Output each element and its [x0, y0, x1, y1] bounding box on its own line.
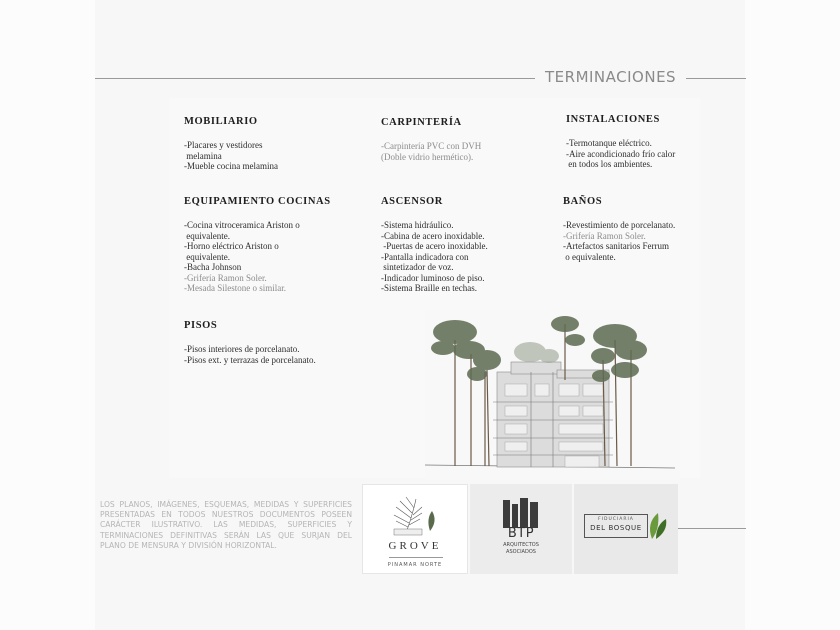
list-item: equivalente. — [184, 230, 230, 241]
building-bars-icon — [501, 496, 541, 528]
list-item: -Mesada Silestone o similar. — [184, 283, 286, 293]
list-item: -Pisos interiores de porcelanato. — [184, 344, 300, 354]
page-title: TERMINACIONES — [545, 68, 677, 86]
list-item: en todos los ambientes. — [566, 159, 653, 169]
list-item: -Placares y vestidores — [184, 140, 263, 150]
legal-disclaimer: LOS PLANOS, IMÁGENES, ESQUEMAS, MEDIDAS Y SUPERFICIES PRESENTADAS EN TODOS NUESTROS DOCUMENTOS POSEEN CARÁCTER ILUSTRATIVO. LAS MEDIDAS, SUPERFICIES Y TERMINACIONES DEFINITIVAS SERÁN LAS QUE SURJAN DEL PLANO DE MENSURA Y DIVISIÓN HORIZONTAL. — [100, 500, 352, 550]
list-item: -Termotanque eléctrico. — [566, 138, 652, 148]
divider — [389, 557, 443, 558]
title-rule-left — [95, 78, 535, 79]
section-heading: EQUIPAMIENTO COCINAS — [184, 196, 331, 207]
list-item: -Revestimiento de porcelanato. — [563, 220, 676, 230]
grove-logo-text: GROVE — [388, 540, 442, 552]
list-item: sintetizador de voz. — [381, 262, 454, 272]
grove-logo-subtitle: PINAMAR NORTE — [387, 562, 443, 568]
leaf-icon — [646, 511, 670, 541]
item-list — [566, 138, 675, 170]
list-item: equivalente. — [184, 251, 230, 262]
palm-leaf-icon — [386, 491, 446, 539]
item-list — [381, 220, 488, 294]
list-item: -Pantalla indicadora con — [381, 251, 469, 262]
list-item: melamina — [184, 150, 222, 161]
item-list — [184, 220, 331, 294]
title-rule-right — [686, 78, 746, 79]
item-list — [563, 220, 675, 262]
section-heading: PISOS — [184, 320, 218, 331]
section-ascensor — [381, 196, 488, 294]
list-item: -Grifería Ramon Soler. — [184, 272, 267, 283]
btp-logo-text: BTP — [507, 526, 535, 541]
section-heading: ASCENSOR — [381, 196, 443, 207]
list-item: -Aire acondicionado frío calor — [566, 148, 676, 159]
grove-logo — [362, 484, 468, 574]
list-item: -Puertas de acero inoxidable. — [381, 241, 488, 251]
building-illustration — [425, 310, 680, 480]
section-carpinteria — [381, 117, 481, 162]
btp-logo-line2: ASOCIADOS — [506, 549, 536, 555]
section-heading: INSTALACIONES — [566, 114, 660, 125]
list-item: -Sistema hidráulico. — [381, 220, 454, 230]
btp-logo-line1: ARQUITECTOS — [503, 542, 539, 548]
list-item: -Bacha Johnson — [184, 262, 242, 272]
list-item: o equivalente. — [563, 251, 616, 262]
section-equipamiento-cocinas — [184, 196, 331, 294]
bosque-logo-top: FIDUCIARIA — [598, 517, 634, 522]
list-item: -Cocina vitroceramica Ariston o — [184, 220, 300, 230]
list-item: -Sistema Braille en techas. — [381, 283, 477, 293]
section-mobiliario — [184, 116, 278, 172]
section-heading: CARPINTERÍA — [381, 117, 462, 128]
list-item: (Doble vidrio hermético). — [381, 151, 474, 162]
list-item: -Cabina de acero inoxidable. — [381, 230, 485, 241]
logo-rule-right — [678, 528, 746, 529]
section-pisos — [184, 320, 316, 365]
list-item: -Artefactos sanitarios Ferrum — [563, 241, 669, 251]
section-instalaciones — [566, 114, 675, 170]
item-list — [381, 141, 481, 162]
bosque-logo-main: DEL BOSQUE — [590, 524, 642, 532]
list-item: -Grifería Ramon Soler. — [563, 230, 646, 241]
list-item: -Horno eléctrico Ariston o — [184, 241, 279, 251]
section-heading: BAÑOS — [563, 196, 603, 207]
btp-logo — [470, 484, 572, 574]
section-banos — [563, 196, 675, 262]
section-heading: MOBILIARIO — [184, 116, 258, 127]
list-item: -Carpintería PVC con DVH — [381, 141, 482, 151]
item-list — [184, 140, 278, 172]
list-item: -Mueble cocina melamina — [184, 161, 278, 171]
list-item: -Pisos ext. y terrazas de porcelanato. — [184, 354, 316, 365]
list-item: -Indicador luminoso de piso. — [381, 272, 485, 283]
del-bosque-logo — [574, 484, 678, 574]
item-list — [184, 344, 316, 365]
